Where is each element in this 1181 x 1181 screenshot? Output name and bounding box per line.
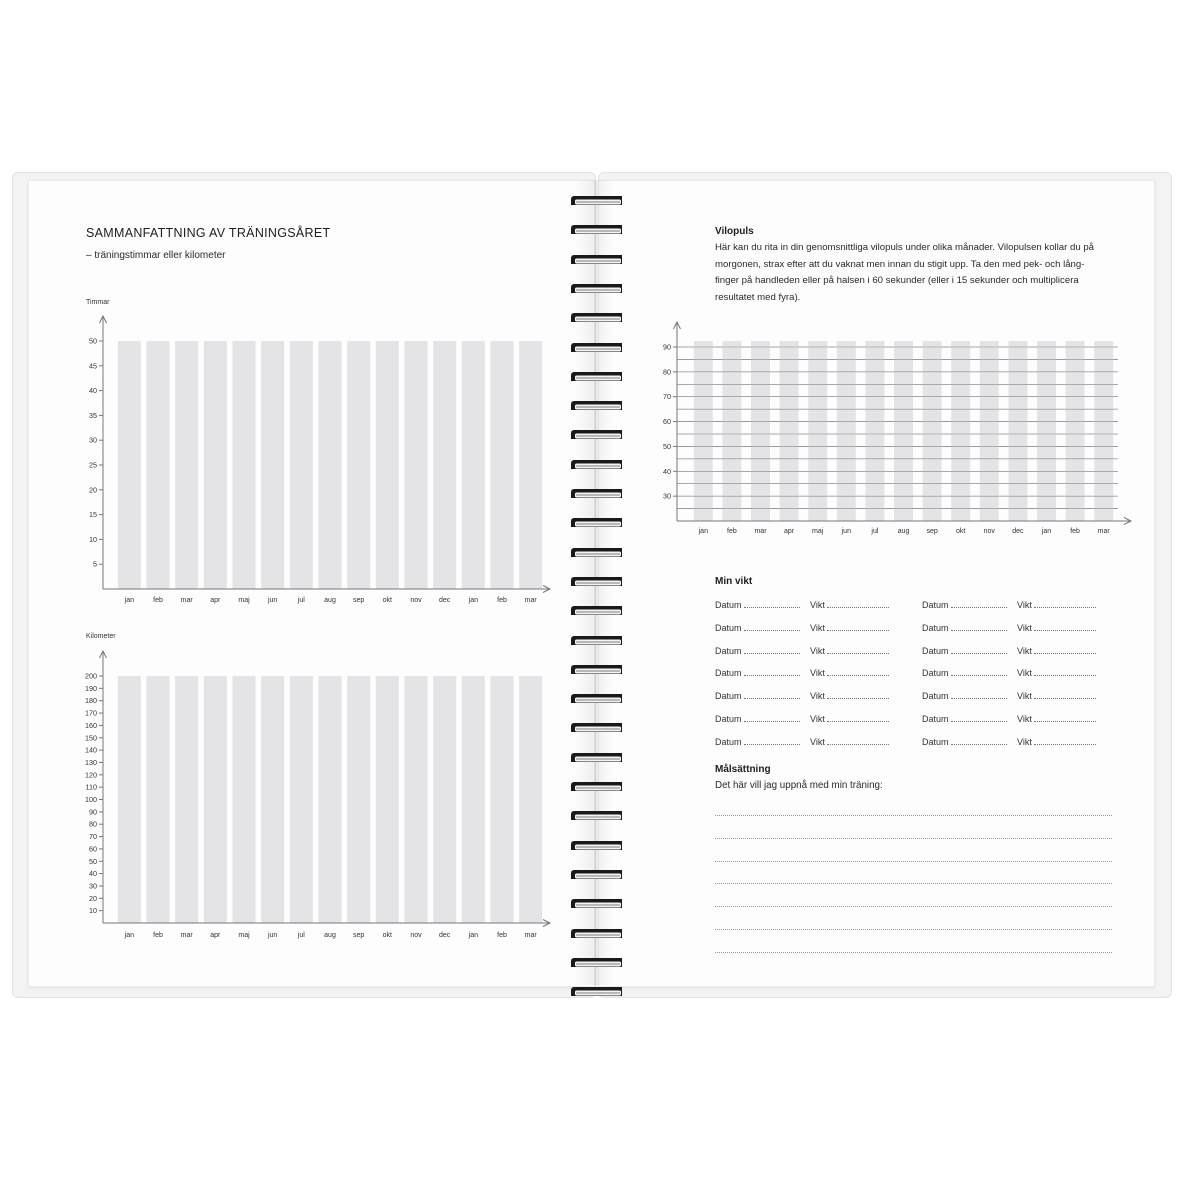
month-label: feb — [153, 597, 163, 604]
vilopuls-line: Här kan du rita in din genomsnittliga vilopuls under olika månader. Vilopulsen kollar du på — [715, 242, 1094, 253]
y-tick-label: 80 — [89, 819, 97, 829]
date-blank[interactable] — [744, 667, 800, 676]
month-label: jun — [267, 597, 278, 604]
date-blank[interactable] — [951, 713, 1007, 722]
date-label: Datum — [922, 600, 949, 610]
weight-date-field[interactable] — [715, 713, 800, 724]
chart-bar — [837, 341, 856, 521]
spiral-coil — [570, 898, 622, 908]
weight-label: Vikt — [1017, 622, 1032, 633]
weight-blank[interactable] — [827, 736, 889, 745]
goal-prompt: Det här vill jag uppnå med min träning: — [715, 780, 883, 791]
spiral-coil — [570, 986, 622, 996]
month-label: jan — [468, 932, 479, 939]
weight-label: Vikt — [810, 622, 825, 633]
date-blank[interactable] — [951, 690, 1007, 699]
month-label: mar — [180, 597, 193, 604]
weight-date-field[interactable] — [922, 690, 1007, 701]
y-tick-label: 25 — [89, 460, 97, 470]
spiral-coil — [570, 752, 622, 762]
date-label: Datum — [922, 668, 949, 679]
spiral-coil — [570, 605, 622, 615]
month-label: dec — [1012, 528, 1024, 535]
weight-value-field[interactable] — [1017, 690, 1096, 701]
weight-date-field[interactable] — [715, 736, 800, 747]
weight-value-field[interactable] — [810, 736, 889, 747]
y-tick-label: 190 — [85, 683, 97, 693]
spiral-coil — [570, 957, 622, 967]
date-blank[interactable] — [744, 690, 800, 699]
goal-line[interactable] — [715, 838, 1112, 839]
date-label: Datum — [715, 645, 742, 656]
weight-blank[interactable] — [827, 713, 889, 722]
y-tick-label: 20 — [89, 485, 97, 495]
month-label: feb — [153, 932, 163, 939]
y-tick-label: 110 — [85, 782, 97, 792]
spiral-coil — [570, 429, 622, 439]
month-label: jun — [267, 932, 278, 939]
spiral-coil — [570, 400, 622, 410]
weight-blank[interactable] — [827, 622, 889, 631]
weight-blank[interactable] — [1034, 690, 1096, 699]
goal-line[interactable] — [715, 883, 1112, 884]
month-label: nov — [410, 932, 422, 939]
month-label: jan — [1041, 528, 1052, 535]
weight-date-field[interactable] — [922, 667, 1007, 678]
spiral-coil — [570, 576, 622, 586]
spiral-coil — [570, 635, 622, 645]
date-blank[interactable] — [744, 713, 800, 722]
month-label: sep — [353, 932, 365, 939]
chart-bar — [894, 341, 913, 521]
date-label: Datum — [922, 736, 949, 747]
chart-bar — [808, 341, 827, 521]
y-tick-label: 5 — [93, 559, 97, 569]
weight-heading: Min vikt — [715, 576, 753, 587]
y-tick-label: 180 — [85, 696, 97, 706]
y-tick-label: 50 — [89, 336, 97, 346]
y-tick-label: 50 — [89, 856, 97, 866]
month-label: nov — [410, 597, 422, 604]
month-label: apr — [210, 597, 221, 604]
weight-value-field[interactable] — [810, 645, 889, 656]
goal-line[interactable] — [715, 861, 1112, 862]
month-label: feb — [1070, 528, 1080, 535]
date-label: Datum — [715, 622, 742, 633]
month-label: dec — [439, 597, 451, 604]
weight-date-field[interactable] — [922, 599, 1007, 610]
spiral-coil — [570, 488, 622, 498]
y-tick-label: 40 — [663, 466, 671, 476]
month-label: jan — [468, 597, 479, 604]
y-tick-label: 15 — [89, 510, 97, 520]
weight-date-field[interactable] — [922, 622, 1007, 633]
y-tick-label: 10 — [89, 534, 97, 544]
spiral-coil — [570, 224, 622, 234]
chart-bar — [780, 341, 799, 521]
date-blank[interactable] — [951, 667, 1007, 676]
month-label: mar — [1097, 528, 1110, 535]
weight-label: Vikt — [1017, 645, 1032, 656]
goal-line[interactable] — [715, 815, 1112, 816]
chart-bar — [1037, 341, 1056, 521]
weight-date-field[interactable] — [715, 667, 800, 678]
date-label: Datum — [715, 668, 742, 679]
spiral-coil — [570, 664, 622, 674]
month-label: apr — [210, 932, 221, 939]
weight-date-field[interactable] — [715, 690, 800, 701]
chart-bar — [1094, 341, 1113, 521]
month-label: feb — [497, 597, 507, 604]
spiral-coil — [570, 810, 622, 820]
month-label: jan — [124, 932, 135, 939]
weight-date-field[interactable] — [715, 599, 800, 610]
date-label: Datum — [922, 645, 949, 656]
month-label: jul — [871, 528, 879, 535]
y-tick-label: 170 — [85, 708, 97, 718]
weight-value-field[interactable] — [1017, 599, 1096, 610]
weight-label: Vikt — [810, 736, 825, 747]
date-label: Datum — [715, 691, 742, 702]
month-label: jan — [698, 528, 708, 535]
y-tick-label: 50 — [663, 441, 671, 451]
date-blank[interactable] — [951, 622, 1007, 631]
weight-blank[interactable] — [1034, 713, 1096, 722]
month-label: maj — [238, 597, 250, 604]
chart-bar — [951, 341, 970, 521]
spiral-coil — [570, 342, 622, 352]
month-label: apr — [784, 528, 795, 535]
month-label: mar — [180, 932, 193, 939]
y-tick-label: 10 — [89, 906, 97, 916]
date-label: Datum — [715, 736, 742, 747]
y-tick-label: 120 — [85, 770, 97, 780]
vilopuls-line: resultatet med fyra). — [715, 291, 801, 303]
hours-axis-title: Timmar — [86, 299, 110, 306]
spiral-coil — [570, 371, 622, 381]
spiral-coil — [570, 781, 622, 791]
weight-value-field[interactable] — [810, 599, 889, 610]
chart-bar — [751, 341, 770, 521]
month-label: aug — [324, 597, 336, 604]
month-label: mar — [524, 932, 537, 939]
chart-bar — [980, 341, 999, 521]
weight-label: Vikt — [1017, 714, 1032, 724]
date-label: Datum — [922, 714, 949, 724]
date-label: Datum — [922, 622, 949, 633]
spiral-coil — [570, 517, 622, 527]
weight-label: Vikt — [810, 668, 825, 679]
weight-blank[interactable] — [827, 690, 889, 699]
weight-label: Vikt — [1017, 691, 1032, 702]
weight-value-field[interactable] — [810, 622, 889, 633]
month-label: feb — [497, 932, 507, 939]
date-label: Datum — [922, 691, 949, 702]
y-tick-label: 130 — [85, 757, 97, 767]
weight-value-field[interactable] — [1017, 622, 1096, 633]
goal-heading: Målsättning — [715, 764, 771, 775]
y-tick-label: 70 — [89, 832, 97, 842]
month-label: okt — [382, 932, 393, 939]
y-tick-label: 100 — [85, 795, 97, 804]
spiral-coil — [570, 693, 622, 703]
weight-date-field[interactable] — [922, 736, 1007, 747]
chart-bar — [694, 341, 713, 521]
weight-blank[interactable] — [1034, 667, 1096, 676]
weight-label: Vikt — [810, 691, 825, 702]
month-label: sep — [926, 528, 938, 535]
y-tick-label: 40 — [89, 386, 97, 396]
month-label: maj — [238, 932, 250, 939]
chart-bar — [1066, 341, 1085, 521]
km-axis-title: Kilometer — [86, 633, 116, 640]
y-tick-label: 70 — [663, 392, 671, 402]
weight-value-field[interactable] — [810, 690, 889, 701]
weight-date-field[interactable] — [715, 622, 800, 633]
month-label: jul — [297, 597, 305, 604]
date-blank[interactable] — [744, 645, 800, 654]
date-blank[interactable] — [744, 736, 800, 745]
weight-date-field[interactable] — [922, 645, 1007, 656]
month-label: maj — [812, 528, 824, 535]
date-blank[interactable] — [744, 599, 800, 608]
month-label: jun — [841, 528, 851, 535]
month-label: sep — [353, 597, 365, 604]
weight-label: Vikt — [1017, 736, 1032, 747]
goal-line[interactable] — [715, 952, 1112, 953]
vilopuls-line: finger på handleden eller på halsen i 60 sekunder (eller i 15 sekunder och multiplicera — [715, 275, 1079, 286]
weight-blank[interactable] — [827, 645, 889, 654]
y-tick-label: 20 — [89, 893, 97, 903]
weight-value-field[interactable] — [1017, 645, 1096, 656]
spiral-coil — [570, 928, 622, 938]
month-label: jan — [124, 597, 135, 604]
month-label: okt — [956, 528, 966, 535]
date-blank[interactable] — [951, 645, 1007, 654]
spiral-coil — [570, 869, 622, 879]
goal-line[interactable] — [715, 906, 1112, 907]
month-label: aug — [897, 528, 910, 535]
y-tick-label: 150 — [85, 733, 97, 743]
page-subtitle: – träningstimmar eller kilometer — [86, 250, 226, 261]
spiral-coil — [570, 722, 622, 732]
chart-bar — [923, 341, 942, 521]
vilopuls-line: morgonen, strax efter att du vaknat men innan du stigit upp. Ta den med pek- och lång- — [715, 258, 1085, 270]
weight-blank[interactable] — [827, 667, 889, 676]
weight-label: Vikt — [810, 600, 825, 610]
y-tick-label: 45 — [89, 361, 97, 371]
date-blank[interactable] — [951, 599, 1007, 608]
y-tick-label: 60 — [89, 844, 97, 854]
weight-label: Vikt — [810, 645, 825, 656]
month-label: dec — [439, 932, 451, 939]
weight-blank[interactable] — [1034, 736, 1096, 745]
weight-value-field[interactable] — [1017, 667, 1096, 678]
spiral-coil — [570, 283, 622, 293]
spiral-coil — [570, 254, 622, 264]
weight-date-field[interactable] — [715, 645, 800, 656]
chart-bar — [722, 341, 741, 521]
y-tick-label: 80 — [663, 367, 671, 377]
date-label: Datum — [715, 714, 742, 724]
spiral-coil — [570, 547, 622, 557]
month-label: aug — [324, 932, 336, 939]
spiral-coil — [570, 840, 622, 850]
weight-value-field[interactable] — [810, 667, 889, 678]
month-label: okt — [382, 597, 393, 604]
date-blank[interactable] — [951, 736, 1007, 745]
weight-value-field[interactable] — [1017, 713, 1096, 724]
y-tick-label: 160 — [85, 720, 97, 730]
y-tick-label: 60 — [663, 417, 671, 427]
y-tick-label: 40 — [89, 869, 97, 879]
weight-label: Vikt — [1017, 668, 1032, 679]
weight-label: Vikt — [810, 714, 825, 724]
month-label: feb — [727, 528, 737, 535]
y-tick-label: 90 — [89, 807, 97, 817]
month-label: nov — [983, 528, 995, 535]
date-label: Datum — [715, 600, 742, 610]
weight-blank[interactable] — [1034, 599, 1096, 608]
goal-line[interactable] — [715, 929, 1112, 930]
vilopuls-heading: Vilopuls — [715, 226, 754, 237]
month-label: jul — [297, 932, 305, 939]
month-label: mar — [754, 528, 767, 535]
chart-bar — [865, 341, 884, 521]
y-tick-label: 90 — [663, 342, 671, 352]
month-label: mar — [524, 597, 537, 604]
y-tick-label: 30 — [89, 881, 97, 891]
y-tick-label: 30 — [89, 435, 97, 445]
date-blank[interactable] — [744, 622, 800, 631]
weight-blank[interactable] — [1034, 622, 1096, 631]
y-tick-label: 30 — [663, 491, 671, 501]
weight-value-field[interactable] — [810, 713, 889, 724]
page-title: SAMMANFATTNING AV TRÄNINGSÅRET — [86, 226, 331, 240]
spiral-coil — [570, 195, 622, 205]
chart-bar — [1008, 341, 1027, 521]
weight-label: Vikt — [1017, 600, 1032, 610]
weight-value-field[interactable] — [1017, 736, 1096, 747]
y-tick-label: 35 — [89, 410, 97, 420]
y-tick-label: 200 — [85, 671, 97, 681]
y-tick-label: 140 — [85, 745, 97, 755]
spiral-coil — [570, 312, 622, 322]
weight-date-field[interactable] — [922, 713, 1007, 724]
weight-blank[interactable] — [827, 599, 889, 608]
spiral-coil — [570, 459, 622, 469]
weight-blank[interactable] — [1034, 645, 1096, 654]
